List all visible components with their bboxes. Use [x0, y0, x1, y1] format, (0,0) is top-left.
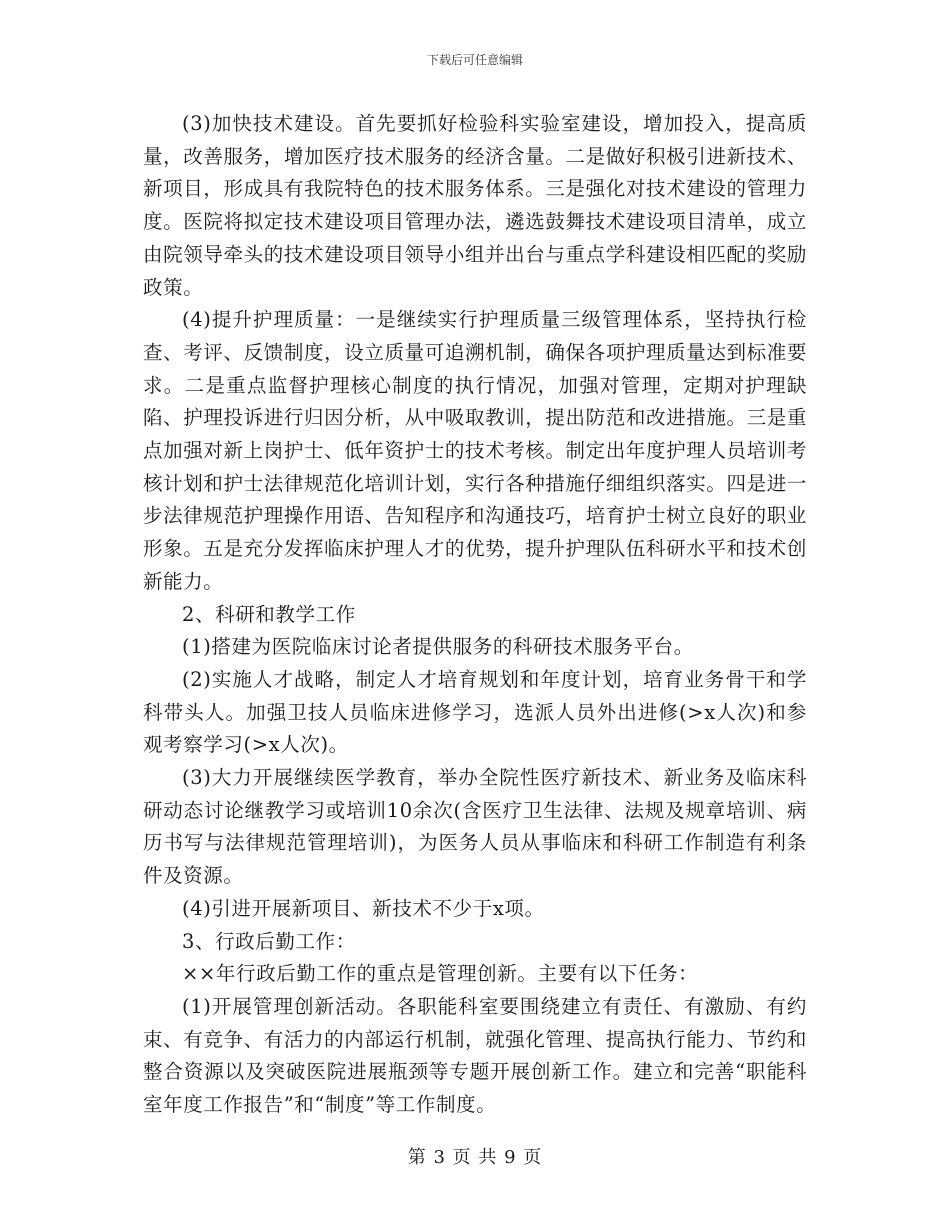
section-heading-research-teaching: 2、科研和教学工作	[182, 602, 356, 626]
paragraph-continuing-education: (3)大力开展继续医学教育，举办全院性医疗新技术、新业务及临床科研动态讨论继教学习或培训10余次(含医疗卫生法律、法规及规章培训、病历书写与法律规范管理培训)，为医务人员从事临床和科研工作制造有利条件及资源。	[143, 766, 807, 888]
paragraph-admin-focus: ××年行政后勤工作的重点是管理创新。主要有以下任务：	[182, 962, 699, 986]
page-number-footer: 第 3 页 共 9 页	[407, 1147, 543, 1168]
paragraph-research-platform: (1)搭建为医院临床讨论者提供服务的科研技术服务平台。	[182, 635, 694, 659]
document-body	[143, 108, 807, 1122]
paragraph-new-projects: (4)引进开展新项目、新技术不少于x项。	[182, 896, 545, 920]
paragraph-management-innovation: (1)开展管理创新活动。各职能科室要围绕建立有责任、有激励、有约束、有竞争、有活力的内部运行机制，就强化管理、提高执行能力、节约和整合资源以及突破医院进展瓶颈等专题开展创新工作。建立和完善“职能科室年度工作报告”和“制度”等工作制度。	[143, 994, 807, 1117]
paragraph-tech-construction: (3)加快技术建设。首先要抓好检验科实验室建设，增加投入，提高质量，改善服务，增加医疗技术服务的经济含量。二是做好积极引进新技术、新项目，形成具有我院特色的技术服务体系。三是强化对技术建设的管理力度。医院将拟定技术建设项目管理办法，遴选鼓舞技术建设项目清单，成立由院领导牵头的技术建设项目领导小组并出台与重点学科建设相匹配的奖励政策。	[143, 112, 807, 299]
paragraph-talent-strategy: (2)实施人才战略，制定人才培育规划和年度计划，培育业务骨干和学科带头人。加强卫技人员临床进修学习，选派人员外出进修(>x人次)和参观考察学习(>x人次)。	[143, 667, 807, 757]
paragraph-nursing-quality: (4)提升护理质量：一是继续实行护理质量三级管理体系，坚持执行检查、考评、反馈制度，设立质量可追溯机制，确保各项护理质量达到标准要求。二是重点监督护理核心制度的执行情况，加强对管理，定期对护理缺陷、护理投诉进行归因分析，从中吸取教训，提出防范和改进措施。三是重点加强对新上岗护士、低年资护士的技术考核。制定出年度护理人员培训考核计划和护士法律规范化培训计划，实行各种措施仔细组织落实。四是进一步法律规范护理操作用语、告知程序和沟通技巧，培育护士树立良好的职业形象。五是充分发挥临床护理人才的优势，提升护理队伍科研水平和技术创新能力。	[143, 308, 807, 593]
page-header: 下载后可任意编辑	[426, 53, 523, 67]
section-heading-admin-logistics: 3、行政后勤工作：	[182, 929, 356, 953]
